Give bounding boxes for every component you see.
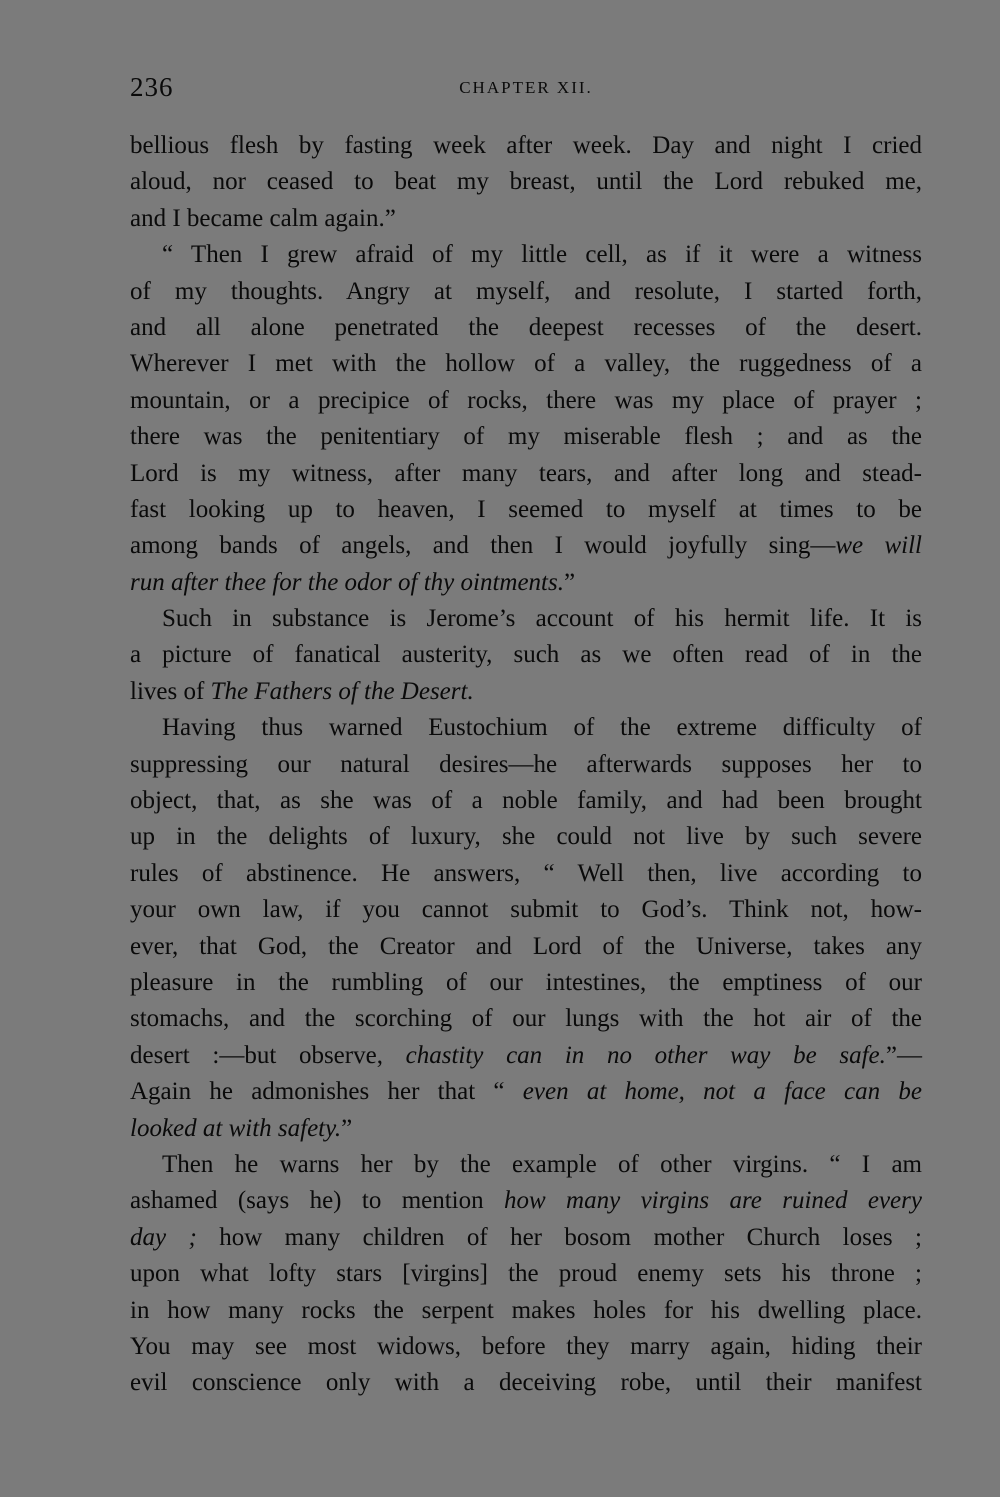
italic-segment: even at home, not a face can be	[522, 1078, 922, 1106]
text-segment: fast looking up to heaven, I seemed to myself at times to be	[130, 495, 922, 523]
text-segment: Lord is my witness, after many tears, and after long and stead-	[130, 459, 922, 487]
text-segment: suppressing our natural desires—he afterwards supposes her to	[130, 750, 922, 778]
text-line	[130, 528, 922, 564]
text-segment: Wherever I met with the hollow of a valley, the ruggedness of a	[130, 350, 922, 378]
text-segment: evil conscience only with a deceiving robe, until their manifest	[130, 1369, 922, 1397]
italic-segment: chastity can in no other way be safe.	[405, 1041, 886, 1069]
text-segment: ashamed (says he) to mention	[130, 1187, 504, 1215]
text-line	[130, 456, 922, 492]
text-segment: how many children of her bosom mother Church loses ;	[196, 1223, 922, 1251]
text-line	[130, 783, 922, 819]
italic-segment: day ;	[130, 1223, 197, 1251]
text-segment: and all alone penetrated the deepest recesses of the desert.	[130, 313, 922, 341]
text-line	[130, 1147, 922, 1183]
text-line	[130, 419, 922, 455]
text-line	[130, 929, 922, 965]
text-line	[130, 1074, 922, 1110]
text-segment: there was the penitentiary of my miserable flesh ; and as the	[130, 423, 922, 451]
italic-segment: run after thee for the odor of thy ointments.	[130, 568, 564, 596]
text-line	[130, 237, 922, 273]
italic-segment: looked at with safety.	[130, 1114, 342, 1142]
text-segment: ”	[563, 568, 576, 596]
text-line	[130, 710, 922, 746]
text-segment: Such in substance is Jerome’s account of his hermit life. It is	[162, 605, 922, 633]
text-line	[130, 601, 922, 637]
text-line	[130, 747, 922, 783]
body-text	[130, 128, 922, 1402]
text-line	[130, 128, 922, 164]
text-segment: object, that, as she was of a noble family, and had been brought	[130, 787, 922, 815]
text-line	[130, 856, 922, 892]
text-segment: Then he warns her by the example of other virgins. “ I am	[162, 1150, 922, 1178]
text-line	[130, 819, 922, 855]
text-segment: ”	[341, 1114, 353, 1142]
text-line	[130, 1183, 922, 1219]
text-line	[130, 637, 922, 673]
text-segment: upon what lofty stars [virgins] the proud enemy sets his throne ;	[130, 1260, 922, 1288]
text-line	[130, 1038, 922, 1074]
text-segment: among bands of angels, and then I would joyfully sing—	[130, 532, 836, 560]
text-line	[130, 674, 922, 710]
text-line	[130, 164, 922, 200]
text-line	[130, 201, 922, 237]
text-segment: pleasure in the rumbling of our intestines, the emptiness of our	[130, 968, 922, 996]
text-segment: up in the delights of luxury, she could not live by such severe	[130, 823, 922, 851]
italic-segment: we will	[835, 532, 922, 560]
text-segment: of my thoughts. Angry at myself, and resolute, I started forth,	[130, 277, 922, 305]
text-line	[130, 383, 922, 419]
text-line	[130, 965, 922, 1001]
text-line	[130, 1220, 922, 1256]
text-line	[130, 346, 922, 382]
text-segment: your own law, if you cannot submit to God’s. Think not, how-	[130, 896, 922, 924]
text-segment: bellious flesh by fasting week after week. Day and night I cried	[130, 132, 922, 159]
text-line	[130, 892, 922, 928]
text-line	[130, 1256, 922, 1292]
text-line	[130, 1293, 922, 1329]
text-line	[130, 1001, 922, 1037]
page-header	[130, 72, 922, 108]
text-segment: ever, that God, the Creator and Lord of the Universe, takes any	[130, 932, 922, 960]
text-segment: You may see most widows, before they marry again, hiding their	[130, 1332, 922, 1360]
text-line	[130, 274, 922, 310]
text-segment: desert :—but observe,	[130, 1041, 406, 1069]
text-segment: lives of	[130, 677, 211, 705]
text-segment: in how many rocks the serpent makes holes for his dwelling place.	[130, 1296, 922, 1324]
italic-segment: The Fathers of the Desert.	[210, 677, 474, 705]
text-segment: mountain, or a precipice of rocks, there was my place of prayer ;	[130, 386, 922, 414]
text-segment: stomachs, and the scorching of our lungs with the hot air of the	[130, 1005, 922, 1033]
page-number: 236	[130, 72, 174, 102]
text-line	[130, 1365, 922, 1401]
italic-segment: how many virgins are ruined every	[504, 1187, 922, 1215]
text-line	[130, 1111, 922, 1147]
text-segment: a picture of fanatical austerity, such as we often read of in the	[130, 641, 922, 669]
text-line	[130, 565, 922, 601]
text-segment: Again he admonishes her that “	[130, 1078, 523, 1106]
text-segment: ”—	[885, 1041, 922, 1069]
text-line	[130, 492, 922, 528]
text-line	[130, 310, 922, 346]
text-segment: and I became calm again.”	[130, 204, 396, 232]
text-segment: “ Then I grew afraid of my little cell, as if it were a witness	[162, 241, 922, 269]
running-head: CHAPTER XII.	[459, 78, 593, 97]
text-segment: rules of abstinence. He answers, “ Well then, live according to	[130, 859, 922, 887]
text-segment: aloud, nor ceased to beat my breast, until the Lord rebuked me,	[130, 168, 922, 196]
text-line	[130, 1329, 922, 1365]
text-segment: Having thus warned Eustochium of the extreme difficulty of	[162, 714, 922, 742]
